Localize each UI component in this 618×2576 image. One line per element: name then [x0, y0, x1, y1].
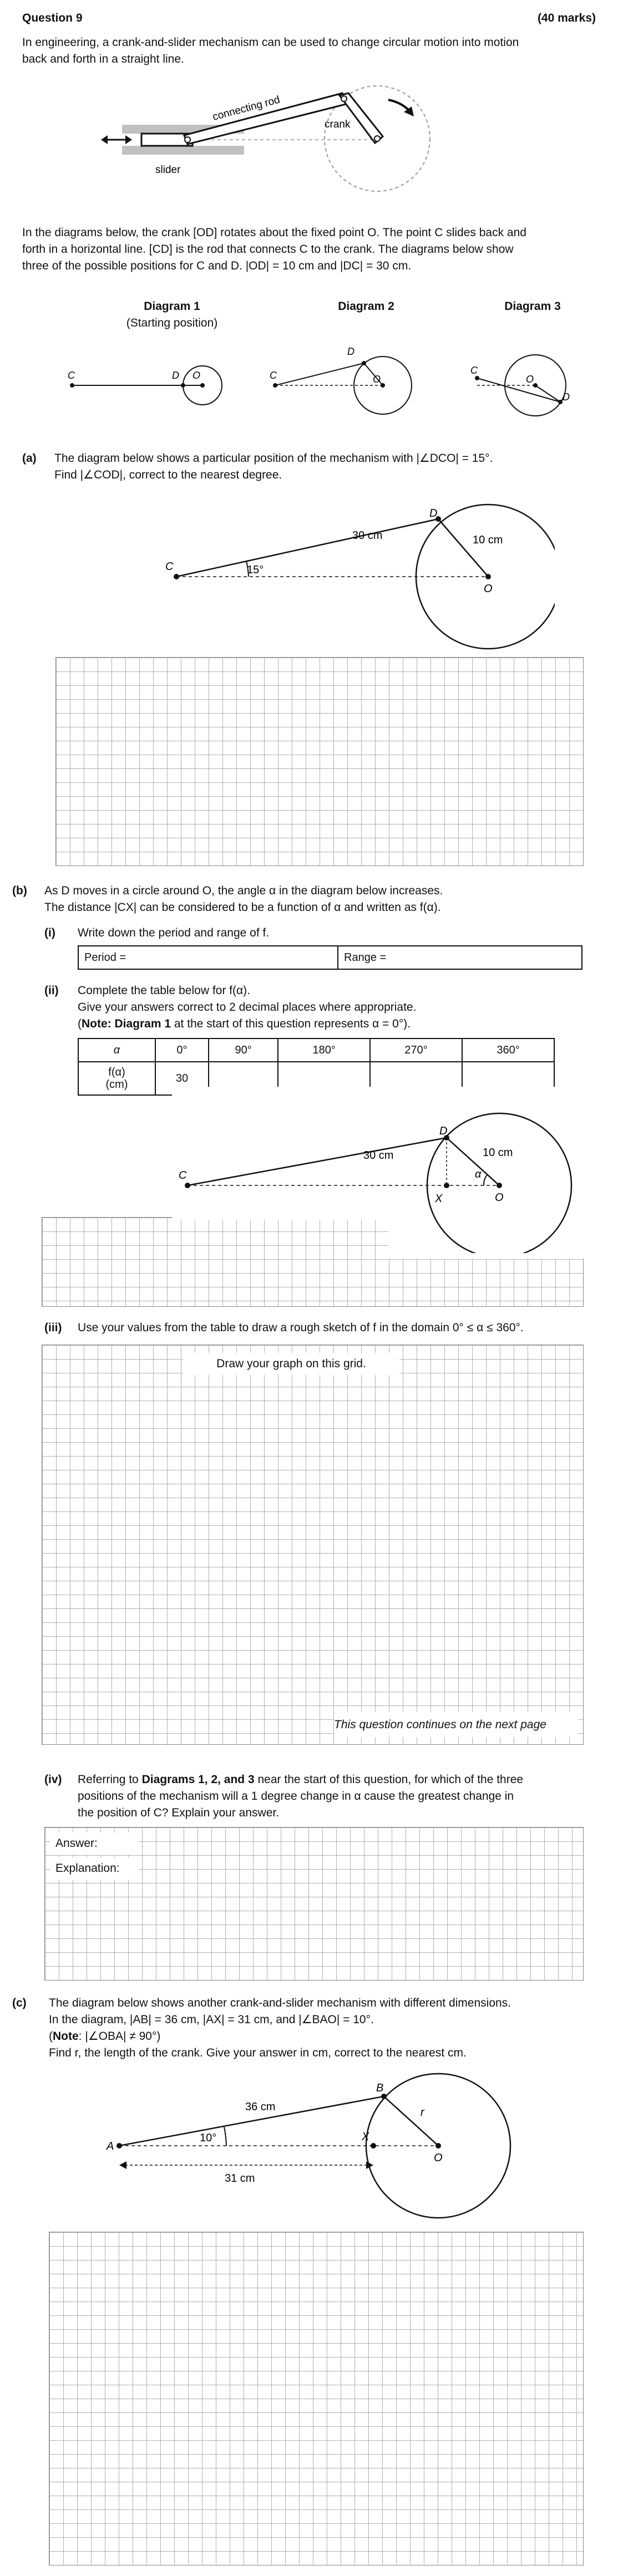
alpha-90: 90°: [209, 1038, 278, 1062]
grid-instruction: Draw your graph on this grid.: [183, 1353, 399, 1375]
f-value-0[interactable]: 30: [155, 1062, 209, 1095]
part-b-ii-note: (Note: Diagram 1 at the start of this question represents α = 0°).: [78, 1017, 411, 1030]
part-b-iii-label: (iii): [44, 1321, 62, 1334]
svg-text:30 cm: 30 cm: [363, 1149, 394, 1162]
point-c-label: C: [165, 561, 174, 573]
svg-text:r: r: [421, 2106, 424, 2119]
svg-text:O: O: [193, 370, 201, 381]
diagram-3: [470, 355, 570, 416]
angle-label: 15°: [247, 564, 264, 576]
part-b-ii-line-1: Complete the table below for f(α).: [78, 984, 250, 997]
svg-text:C: C: [179, 1169, 187, 1182]
f-alpha-header: f(α) (cm): [78, 1062, 155, 1095]
svg-text:D: D: [563, 391, 570, 403]
part-a-label: (a): [22, 452, 37, 465]
part-b-label: (b): [12, 884, 27, 897]
part-c-line-2: In the diagram, |AB| = 36 cm, |AX| = 31 cm, and |∠BAO| = 10°.: [49, 2013, 374, 2026]
period-cell[interactable]: Period =: [78, 946, 338, 969]
diagram-1: [68, 366, 222, 405]
od-length-label: 10 cm: [473, 534, 503, 546]
graph-grid[interactable]: [42, 1345, 584, 1745]
working-grid-a[interactable]: [55, 657, 584, 866]
crank-label: crank: [325, 119, 351, 130]
answer-label: Answer:: [50, 1832, 139, 1855]
setup-line-3: three of the possible positions for C and D. |OD| = 10 cm and |DC| = 30 cm.: [22, 259, 412, 272]
part-b-diagram: [172, 1087, 594, 1253]
part-c-line-1: The diagram below shows another crank-and-slider mechanism with different dimensions.: [49, 1997, 511, 2009]
part-c-diagram: [100, 2068, 521, 2223]
slider-label: slider: [155, 164, 181, 176]
svg-text:B: B: [376, 2082, 384, 2094]
svg-text:C: C: [270, 370, 277, 381]
diagram-3-title: Diagram 3: [504, 300, 561, 313]
svg-text:31 cm: 31 cm: [225, 2172, 255, 2185]
svg-text:O: O: [526, 374, 534, 385]
part-b-line-2: The distance |CX| can be considered to be a function of α and written as f(α).: [44, 901, 441, 914]
svg-text:A: A: [107, 2140, 114, 2152]
svg-text:X: X: [362, 2131, 369, 2143]
svg-text:D: D: [439, 1125, 448, 1137]
svg-text:10°: 10°: [200, 2132, 217, 2144]
part-c-line-4: Find r, the length of the crank. Give your answer in cm, correct to the nearest cm.: [49, 2046, 467, 2059]
alpha-0: 0°: [155, 1038, 209, 1062]
setup-line-1: In the diagrams below, the crank [OD] rotates about the fixed point O. The point C slides back and: [22, 226, 526, 239]
diagram-2: [270, 346, 412, 414]
marks-label: (40 marks): [537, 12, 596, 24]
connecting-rod-label: connecting rod: [211, 94, 281, 123]
intro-line-2: back and forth in a straight line.: [22, 53, 184, 65]
alpha-header: α: [78, 1038, 155, 1062]
svg-text:C: C: [470, 365, 478, 376]
part-b-iv-line-1: Referring to Diagrams 1, 2, and 3 near the start of this question, for which of the three: [78, 1773, 524, 1786]
continues-note: This question continues on the next page: [334, 1712, 578, 1737]
diagram-2-title: Diagram 2: [338, 300, 394, 313]
part-a-line-2: Find |∠COD|, correct to the nearest degree.: [54, 469, 282, 481]
svg-text:36 cm: 36 cm: [245, 2101, 276, 2113]
part-c-label: (c): [12, 1997, 27, 2009]
range-cell[interactable]: Range =: [338, 946, 582, 969]
part-b-iv-line-2: positions of the mechanism will a 1 degree change in α cause the greatest change in: [78, 1790, 514, 1803]
alpha-270: 270°: [370, 1038, 462, 1062]
svg-text:C: C: [68, 370, 75, 381]
part-b-iv-label: (iv): [44, 1773, 62, 1786]
part-b-iv-line-3: the position of C? Explain your answer.: [78, 1806, 280, 1819]
svg-text:D: D: [172, 370, 179, 381]
part-c-note: (Note: |∠OBA| ≠ 90°): [49, 2030, 161, 2043]
part-a-diagram: [155, 488, 555, 654]
intro-line-1: In engineering, a crank-and-slider mechanism can be used to change circular motion into motion: [22, 36, 519, 49]
point-d-label: D: [429, 507, 438, 520]
explanation-label: Explanation:: [50, 1857, 139, 1880]
slider-guide-bottom: [122, 146, 244, 155]
part-a-line-1: The diagram below shows a particular position of the mechanism with |∠DCO| = 15°.: [54, 452, 493, 465]
mechanism-figure: [100, 78, 455, 194]
point-o-label: O: [484, 583, 493, 595]
working-grid-c[interactable]: [49, 2232, 584, 2565]
svg-text:O: O: [434, 2152, 443, 2164]
question-title: Question 9: [22, 12, 83, 24]
svg-text:O: O: [495, 1192, 504, 1204]
position-diagrams: [55, 327, 594, 432]
period-range-table: [78, 945, 582, 970]
alpha-360: 360°: [462, 1038, 554, 1062]
part-b-i-text: Write down the period and range of f.: [78, 926, 270, 939]
cd-length-label: 30 cm: [352, 530, 383, 542]
svg-text:D: D: [347, 346, 354, 357]
alpha-180: 180°: [278, 1038, 370, 1062]
svg-text:α: α: [475, 1168, 482, 1180]
diagram-1-title: Diagram 1: [144, 300, 200, 313]
diagram-1-subtitle: (Starting position): [126, 317, 218, 329]
part-b-i-label: (i): [44, 926, 55, 939]
part-b-line-1: As D moves in a circle around O, the angle α in the diagram below increases.: [44, 884, 443, 897]
svg-text:10 cm: 10 cm: [483, 1147, 513, 1159]
svg-text:O: O: [373, 374, 381, 385]
part-b-iii-text: Use your values from the table to draw a rough sketch of f in the domain 0° ≤ α ≤ 360°.: [78, 1321, 524, 1334]
svg-text:X: X: [435, 1193, 443, 1205]
part-b-ii-line-2: Give your answers correct to 2 decimal places where appropriate.: [78, 1001, 417, 1014]
setup-line-2: forth in a horizontal line. [CD] is the rod that connects C to the crank. The diagrams below show: [22, 243, 514, 256]
part-b-ii-label: (ii): [44, 984, 59, 997]
